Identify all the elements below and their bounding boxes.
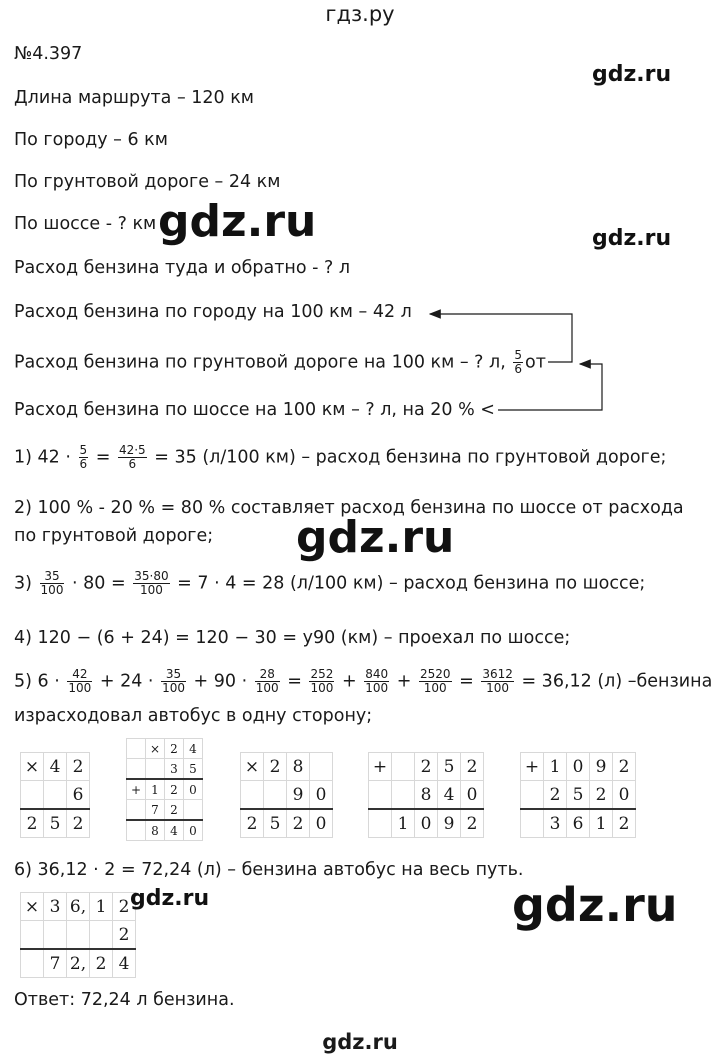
condition-total-fuel: Расход бензина туда и обратно - ? л — [14, 258, 351, 278]
column-calc-42x6: × 4 2 6 2 5 2 — [20, 752, 90, 838]
step-5-line-2: израсходовал автобус в одну сторону; — [14, 706, 373, 726]
condition-highway-fuel: Расход бензина по шоссе на 100 км – ? л, на 20 % < — [14, 400, 495, 420]
condition-dirt-fuel-text: Расход бензина по грунтовой дороге на 100 км – ? л, — [14, 352, 506, 373]
arrow-dirt-to-highway — [498, 364, 602, 410]
column-calc-252-plus-840: + 2 5 2 8 4 0 1 0 9 2 — [368, 752, 484, 838]
fraction: $\frac{42\cdot 5}{6}$ — [118, 443, 146, 471]
step-3: 3) $\frac{35}{100}$ · 80 = $\frac{35\cdot 80}{100}$ = 7 · 4 = 28 (л/100 км) – расход бензина по шоссе; — [14, 569, 646, 597]
watermark: gdz.ru — [512, 878, 678, 932]
fraction-five-sixths: $\frac{5}{6}$ — [514, 348, 523, 376]
column-calc-1092-plus-2520: + 1 0 9 2 2 5 2 0 3 6 1 2 — [520, 752, 636, 838]
condition-city: По городу – 6 км — [14, 130, 168, 150]
site-title: гдз.ру — [325, 2, 395, 26]
watermark: gdz.ru — [592, 226, 672, 251]
fraction: $\frac{5}{6}$ — [79, 443, 88, 471]
watermark: gdz.ru — [592, 62, 672, 87]
step-5: 5) 6 · $\frac{42}{100}$ + 24 · $\frac{35}{100}$ + 90 · $\frac{28}{100}$ = $\frac{252}{100}$ + $\frac{840}{100}$ + $\frac{2520}{100}$ = $\frac{3612}{100}$ = 36,12 (л) –бензина — [14, 667, 713, 695]
condition-dirt-fuel: Расход бензина по грунтовой дороге на 100 км – ? л, $\frac{5}{6}$ от — [14, 348, 546, 376]
task-number: №4.397 — [14, 44, 83, 64]
column-calc-28x90: × 2 8 9 0 2 5 2 0 — [240, 752, 333, 838]
step-6: 6) 36,12 · 2 = 72,24 (л) – бензина автобус на весь путь. — [14, 860, 524, 880]
column-calc-3612x2: × 3 6, 1 2 2 7 2, 2 4 — [20, 892, 136, 978]
condition-highway: По шоссе - ? км — [14, 214, 157, 234]
step-2-line-2: по грунтовой дороге; — [14, 526, 214, 546]
step-2-line-1: 2) 100 % - 20 % = 80 % составляет расход бензина по шоссе от расхода — [14, 498, 684, 518]
condition-route-length: Длина маршрута – 120 км — [14, 88, 255, 108]
arrow-city-to-dirt — [430, 314, 572, 362]
answer: Ответ: 72,24 л бензина. — [14, 990, 235, 1010]
watermark: gdz.ru — [158, 196, 317, 247]
step-4: 4) 120 − (6 + 24) = 120 − 30 = у90 (км) – проехал по шоссе; — [14, 628, 571, 648]
condition-dirt-road: По грунтовой дороге – 24 км — [14, 172, 281, 192]
column-calc-24x35: × 2 4 3 5 + 1 2 0 7 2 8 4 0 — [126, 738, 203, 841]
step-1: 1) 42 · $\frac{5}{6}$ = $\frac{42\cdot 5}{6}$ = 35 (л/100 км) – расход бензина по грунтовой дороге; — [14, 443, 667, 471]
footer-watermark: gdz.ru — [322, 1030, 398, 1054]
watermark: gdz.ru — [130, 886, 210, 911]
watermark: gdz.ru — [296, 512, 455, 563]
condition-city-fuel: Расход бензина по городу на 100 км – 42 л — [14, 302, 412, 322]
